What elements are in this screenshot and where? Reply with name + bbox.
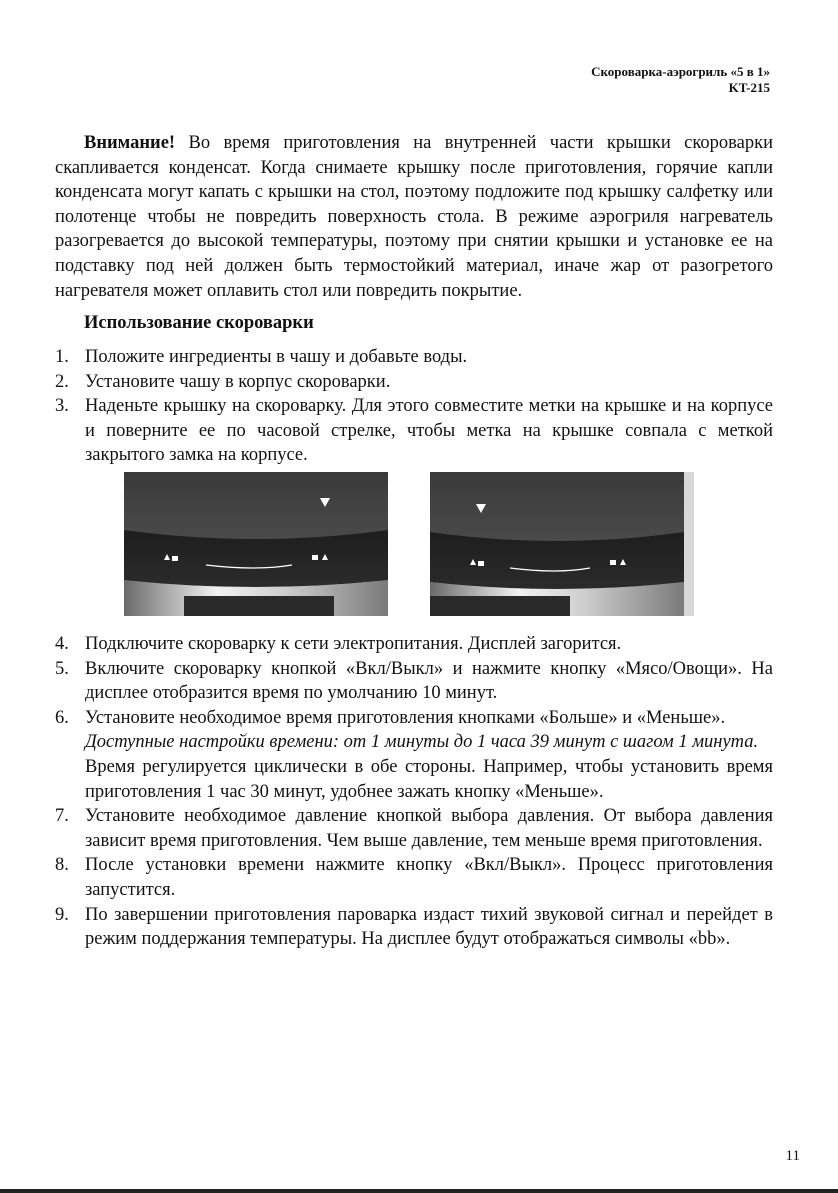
step-number: 8.: [55, 855, 69, 876]
step-number: 4.: [55, 634, 69, 654]
header-product-name: Скороварка-аэрогриль «5 в 1»: [591, 64, 770, 79]
step-text: После установки времени нажмите кнопку «Вкл/Выкл». Процесс приготовления запустится.: [85, 855, 773, 900]
list-item: [55, 657, 773, 706]
header-model: KT-215: [728, 80, 770, 95]
lid-open-photo: [124, 472, 388, 616]
step-text: Включите скороварку кнопкой «Вкл/Выкл» и нажмите кнопку «Мясо/Овощи». На дисплее отобразится время по умолчанию 10 минут.: [85, 658, 773, 704]
section-heading: Использование скороварки: [84, 313, 314, 333]
display-window: [184, 596, 334, 616]
list-item: [55, 345, 773, 370]
step-number: 5.: [55, 658, 69, 679]
step-extra-text: Время регулируется циклически в обе стороны. Например, чтобы установить время приготовления 1 час 30 минут, удобнее зажать кнопку «Меньше».: [85, 756, 773, 802]
step-number: 3.: [55, 396, 69, 417]
step-text: Установите необходимое давление кнопкой выбора давления. От выбора давления зависит время приготовления. Чем выше давление, тем меньше время приготовления.: [85, 806, 773, 851]
step-text: Наденьте крышку на скороварку. Для этого совместите метки на крышке и на корпусе и поверните ее по часовой стрелке, чтобы метка на крышке совпала с меткой закрытого замка на корпусе.: [85, 396, 773, 466]
step-number: 6.: [55, 707, 69, 728]
list-item: [55, 632, 773, 657]
list-item: [55, 804, 773, 853]
step-text: Положите ингредиенты в чашу и добавьте воды.: [85, 347, 468, 367]
step-number: 2.: [55, 371, 69, 392]
step-number: 9.: [55, 904, 69, 925]
step-text: Подключите скороварку к сети электропитания. Дисплей загорится.: [85, 634, 622, 654]
step-number: 1.: [55, 347, 69, 367]
warning-text: Во время приготовления на внутренней части крышки скороварки скапливается конденсат. Когда снимаете крышку после приготовления, горячие капли конденсата могут капать с крышки на стол, поэтому подложите под крышку салфетку или полотенце чтобы не повредить поверхность стола. В режиме аэрогриля нагреватель разогревается до высокой температуры, поэтому при снятии крышки и установке ее на подставку под ней должен быть термостойкий материал, иначе жар от разогретого нагревателя может оплавить стол или повредить покрытие.: [55, 133, 773, 301]
page-number: 11: [785, 1148, 800, 1164]
lid-shape: [124, 472, 388, 539]
lid-shape: [430, 472, 684, 541]
step-text: По завершении приготовления пароварка издаст тихий звуковой сигнал и перейдет в режим поддержания температуры. На дисплее будут отображаться символы «bb».: [85, 904, 773, 950]
step-note-italic: Доступные настройки времени: от 1 минуты до 1 часа 39 минут с шагом 1 минута.: [85, 732, 759, 753]
warning-paragraph: [55, 131, 773, 303]
list-item: [55, 853, 773, 902]
steps-list-second: [55, 632, 773, 952]
list-item: [55, 706, 773, 804]
warning-label: Внимание!: [84, 133, 176, 153]
lid-closed-photo: [430, 472, 694, 616]
list-item: [55, 903, 773, 952]
steps-list-first: [55, 345, 773, 468]
step-number: 7.: [55, 806, 69, 827]
display-window: [430, 596, 570, 616]
list-item: [55, 394, 773, 468]
list-item: [55, 370, 773, 395]
step-text: Установите необходимое время приготовления кнопками «Больше» и «Меньше».: [85, 707, 726, 728]
step-text: Установите чашу в корпус скороварки.: [85, 371, 391, 392]
running-header: [591, 64, 770, 96]
page-bottom-border: [0, 1189, 838, 1193]
